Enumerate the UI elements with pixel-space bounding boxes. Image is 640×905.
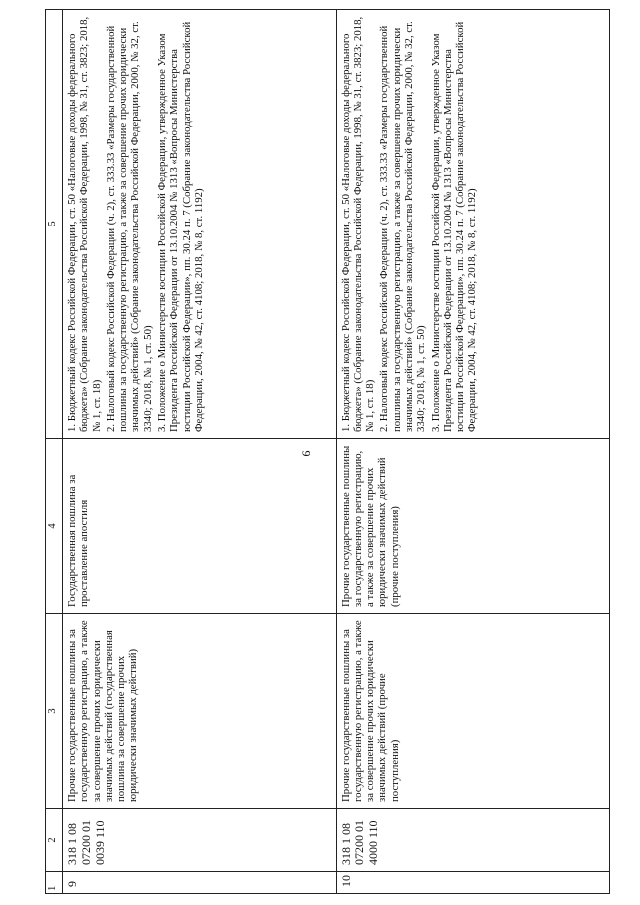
row-number: 9 bbox=[63, 872, 337, 894]
revenue-name: Прочие государственные пошлины за государственную регистрацию, а также за совершение прочих юридически значимых действий (прочие поступления) bbox=[336, 614, 610, 809]
table-row bbox=[63, 10, 337, 894]
legal-basis-item: 2. Налоговый кодекс Российской Федерации (ч. 2), ст. 333.33 «Размеры государственной пошлины за государственную регистрацию, а также за совершение прочих юридически значимых действий» (Собрание законодательства Российской Федерации, 2000, № 32, ст. 3340; 2018, № 1, ст. 50) bbox=[104, 21, 154, 432]
revenue-name: Прочие государственные пошлины за государственную регистрацию, а также за совершение прочих юридически значимых действий (государственная пошлина за совершение прочих юридически значимых действий) bbox=[63, 614, 337, 809]
code-line: 07200 01 bbox=[78, 820, 93, 865]
column-header-1: 1 bbox=[46, 872, 63, 894]
legal-basis-item: 1. Бюджетный кодекс Российской Федерации, ст. 50 «Налоговые доходы федерального бюджета» (Собрание законодательства Российской Федерации, 1998, № 31, ст. 3823; 2018, № 1, ст. 18) bbox=[339, 16, 377, 432]
column-header-2: 2 bbox=[46, 809, 63, 872]
revenue-codes-table bbox=[45, 9, 610, 894]
legal-basis-item: 2. Налоговый кодекс Российской Федерации (ч. 2), ст. 333.33 «Размеры государственной пошлины за государственную регистрацию, а также за совершение прочих юридически значимых действий» (Собрание законодательства Российской Федерации, 2000, № 32, ст. 3340; 2018, № 1, ст. 50) bbox=[378, 21, 428, 432]
legal-basis-item: 3. Положение о Министерстве юстиции Российской Федерации, утвержденное Указом Президента Российской Федерации от 13.10.2004 № 1313 «Вопросы Министерства юстиции Российской Федерации», пп. 30.24 п. 7 (Собрание законодательства Российской Федерации, 2004, № 42, ст. 4108; 2018, № 8, ст. 1192) bbox=[429, 21, 479, 432]
document-table-container bbox=[45, 16, 610, 894]
legal-basis bbox=[63, 10, 337, 439]
legal-basis bbox=[336, 10, 610, 439]
table-row bbox=[336, 10, 610, 894]
revenue-type: Государственная пошлина за проставление апостиля bbox=[63, 439, 337, 614]
revenue-type: Прочие государственные пошлины за государственную регистрацию, а также за совершение прочих юридически значимых действий (прочие поступления) bbox=[336, 439, 610, 614]
budget-code bbox=[336, 809, 610, 872]
code-line: 4000 110 bbox=[366, 820, 381, 865]
code-line: 0039 110 bbox=[92, 820, 107, 865]
header-row bbox=[46, 10, 63, 894]
column-header-5: 5 bbox=[46, 10, 63, 439]
budget-code bbox=[63, 809, 337, 872]
code-line: 318 1 08 bbox=[65, 823, 79, 865]
legal-basis-item: 1. Бюджетный кодекс Российской Федерации, ст. 50 «Налоговые доходы федерального бюджета» (Собрание законодательства Российской Федерации, 1998, № 31, ст. 3823; 2018, № 1, ст. 18) bbox=[66, 16, 103, 432]
code-line: 318 1 08 bbox=[338, 823, 353, 865]
column-header-3: 3 bbox=[46, 614, 63, 809]
legal-basis-item: 3. Положение о Министерстве юстиции Российской Федерации, утвержденное Указом Президента Российской Федерации от 13.10.2004 № 1313 «Вопросы Министерства юстиции Российской Федерации», пп. 30.24 п. 7 (Собрание законодательства Российской Федерации, 2004, № 42, ст. 4108; 2018, № 8, ст. 1192) bbox=[156, 21, 205, 432]
row-number: 10 bbox=[336, 872, 610, 894]
page-number: 9 bbox=[299, 450, 314, 457]
code-line: 07200 01 bbox=[352, 820, 367, 865]
column-header-4: 4 bbox=[46, 439, 63, 614]
